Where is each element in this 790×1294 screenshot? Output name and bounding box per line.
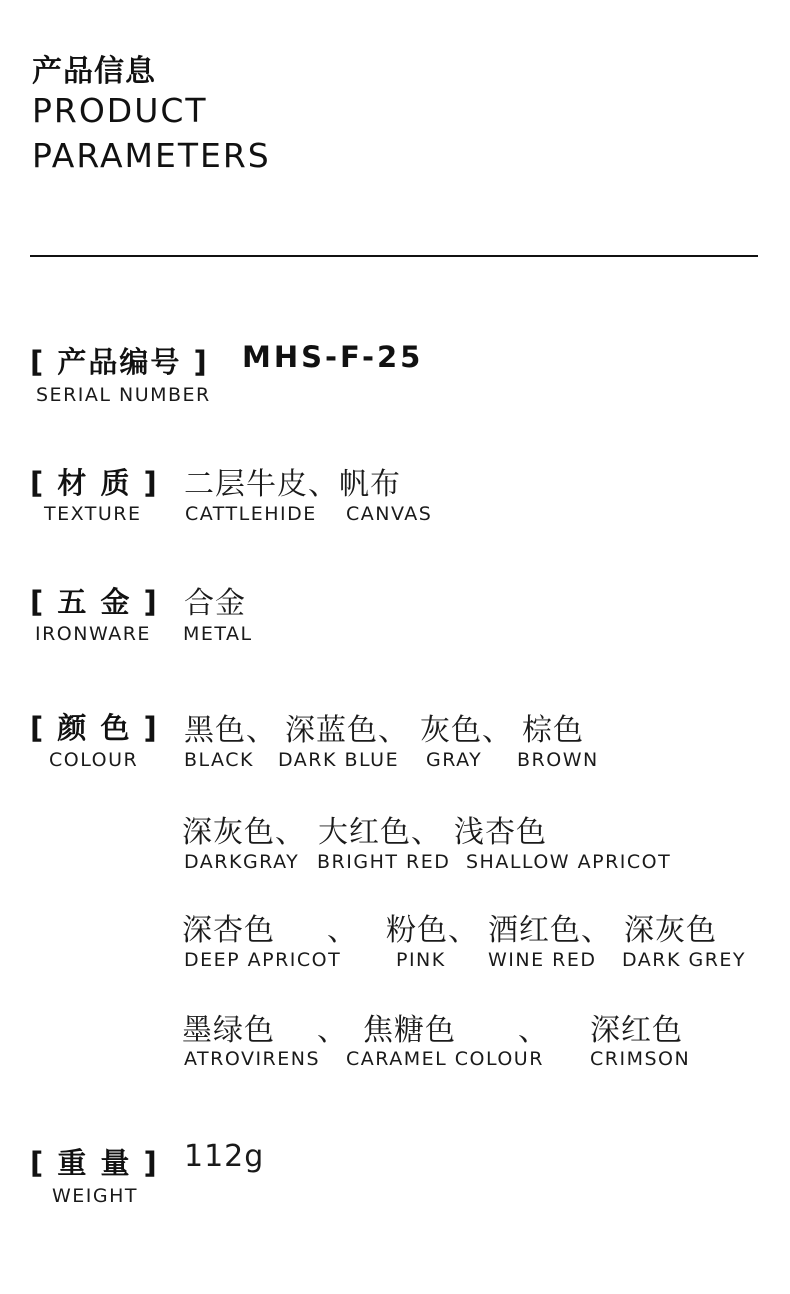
colour-en: GRAY — [426, 749, 483, 771]
texture-label: [ 材 质 ] — [30, 466, 159, 500]
colour-en: BRIGHT RED — [317, 851, 451, 873]
colour-en: WINE RED — [488, 949, 597, 971]
colour-en: PINK — [396, 949, 446, 971]
colour-cn: 深杏色 — [182, 913, 275, 948]
colour-cn: 深红色 — [590, 1013, 683, 1048]
colour-cn: 深灰色、 — [182, 815, 306, 850]
weight-value: 112g — [184, 1139, 265, 1174]
colour-cn: 灰色、 — [420, 713, 513, 748]
texture-value-en-2: CANVAS — [346, 503, 433, 525]
colour-cn: 焦糖色 — [363, 1013, 456, 1048]
serial-label: [ 产品编号 ] — [30, 345, 209, 379]
colour-label: [ 颜 色 ] — [30, 711, 159, 745]
colour-label-en: COLOUR — [49, 749, 139, 771]
colour-en: DEEP APRICOT — [184, 949, 342, 971]
colour-en: BROWN — [517, 749, 599, 771]
divider — [30, 255, 758, 257]
serial-label-en: SERIAL NUMBER — [36, 384, 211, 406]
texture-label-en: TEXTURE — [44, 503, 142, 525]
colour-en: ATROVIRENS — [184, 1048, 321, 1070]
ironware-value-en: METAL — [183, 623, 253, 645]
texture-value-en-1: CATTLEHIDE — [185, 503, 317, 525]
colour-cn: 浅杏色 — [454, 815, 547, 850]
colour-cn: 大红色、 — [318, 815, 442, 850]
colour-en: SHALLOW APRICOT — [466, 851, 672, 873]
colour-cn: 黑色、 — [184, 713, 277, 748]
colour-cn-separator: 、 — [327, 913, 358, 948]
ironware-label: [ 五 金 ] — [30, 585, 159, 619]
colour-en: CRIMSON — [590, 1048, 691, 1070]
page-title-cn: 产品信息 — [32, 54, 156, 89]
colour-cn: 酒红色、 — [488, 913, 612, 948]
colour-cn-separator: 、 — [518, 1013, 549, 1048]
colour-cn: 深灰色 — [624, 913, 717, 948]
colour-cn: 墨绿色 — [182, 1013, 275, 1048]
colour-en: CARAMEL COLOUR — [346, 1048, 544, 1070]
colour-en: DARK GREY — [622, 949, 747, 971]
colour-cn-separator: 、 — [317, 1013, 348, 1048]
colour-cn: 棕色 — [522, 713, 584, 748]
colour-en: DARKGRAY — [184, 851, 300, 873]
weight-label: [ 重 量 ] — [30, 1146, 159, 1180]
serial-value: MHS-F-25 — [242, 340, 424, 374]
colour-cn: 深蓝色、 — [285, 713, 409, 748]
page-title-en-line1: PRODUCT — [32, 91, 208, 130]
colour-en: BLACK — [184, 749, 254, 771]
ironware-value-cn: 合金 — [184, 586, 246, 621]
colour-cn: 粉色、 — [386, 913, 479, 948]
page-title-en-line2: PARAMETERS — [32, 136, 271, 175]
colour-en: DARK BLUE — [278, 749, 400, 771]
ironware-label-en: IRONWARE — [35, 623, 151, 645]
weight-label-en: WEIGHT — [52, 1185, 139, 1207]
texture-value-cn: 二层牛皮、帆布 — [184, 467, 401, 502]
